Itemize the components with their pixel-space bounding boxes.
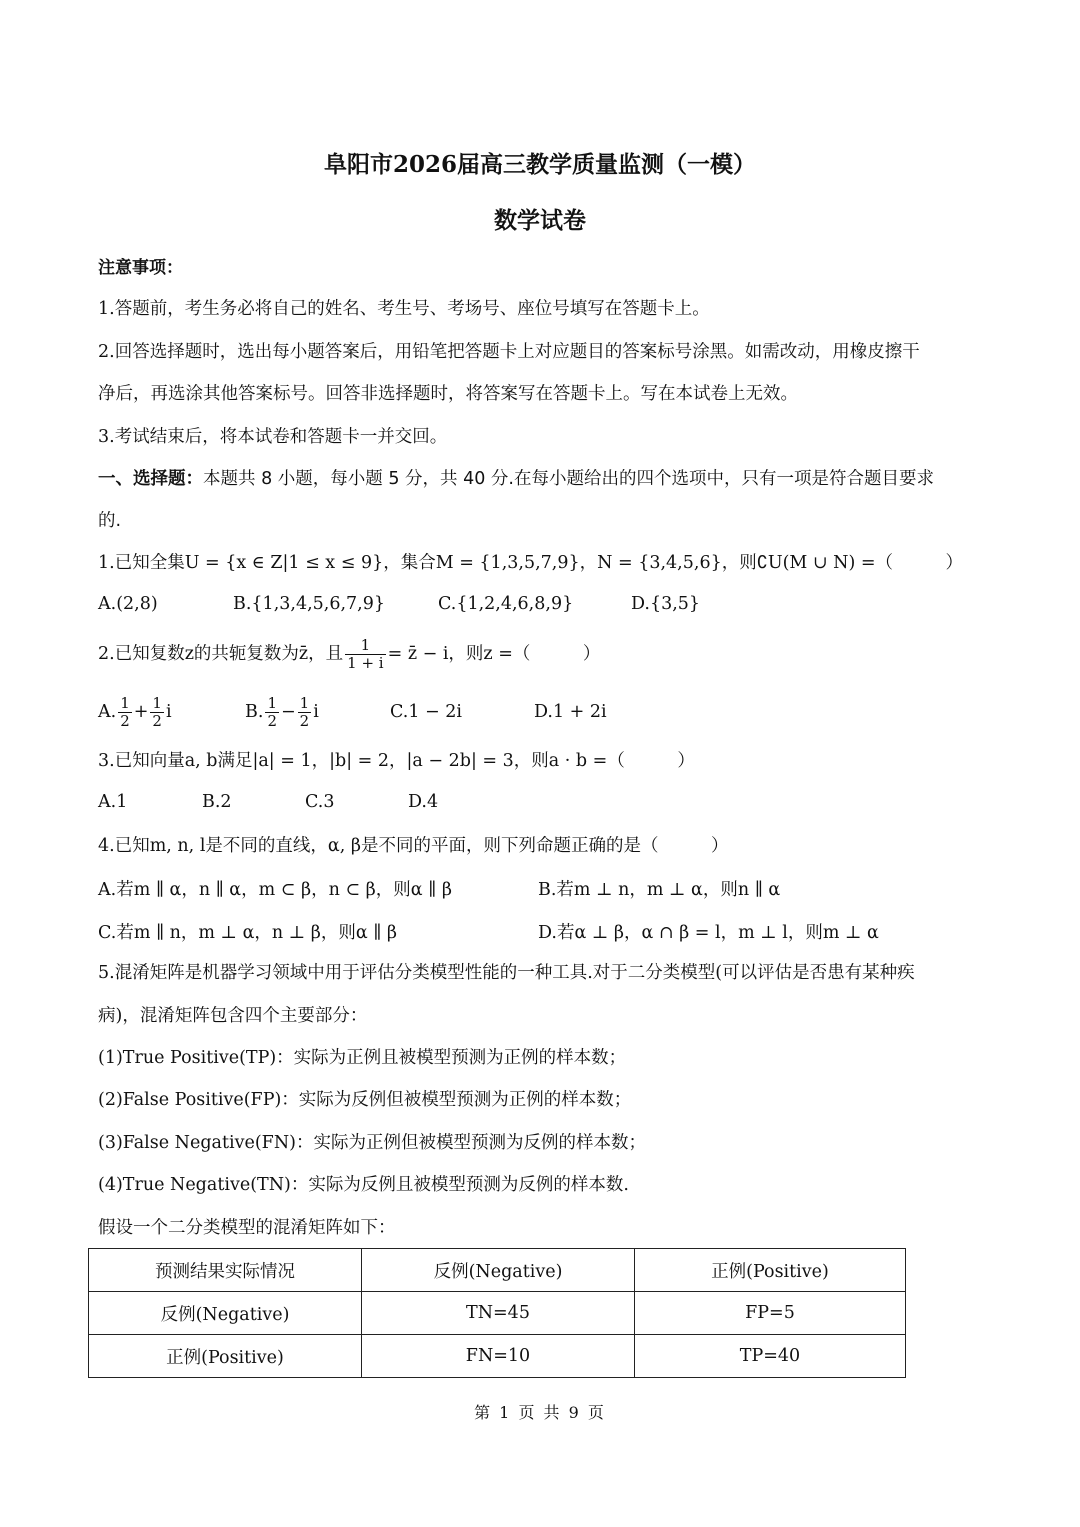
table-header-cell: 反例(Negative) (362, 1249, 635, 1292)
question-4-options-row1 (98, 876, 998, 906)
q3-option-c: C.3 (305, 792, 335, 812)
notice-item-2-cont: 净后，再选涂其他答案标号。回答非选择题时，将答案写在答题卡上。写在本试卷上无效。 (98, 384, 798, 404)
imag-unit: i (165, 702, 172, 722)
question-5-item-tn: (4)True Negative(TN)：实际为反例且被模型预测为反例的样本数. (98, 1175, 629, 1195)
question-3-stem: 3.已知向量a, b满足|a| = 1，|b| = 2，|a − 2b| = 3，则a · b =（ ） (98, 751, 695, 771)
page-number: 第 1 页 共 9 页 (474, 1403, 606, 1422)
table-cell: TP=40 (635, 1335, 906, 1378)
table-cell: FP=5 (635, 1292, 906, 1335)
imag-unit: i (313, 702, 319, 722)
notice-item-1: 1.答题前，考生务必将自己的姓名、考生号、考场号、座位号填写在答题卡上。 (98, 299, 710, 319)
question-1-stem: 1.已知全集U = {x ∈ Z|1 ≤ x ≤ 9}，集合M = {1,3,5,7,9}，N = {3,4,5,6}，则∁U(M ∪ N) =（ ） (98, 553, 963, 573)
table-cell: TN=45 (362, 1292, 635, 1335)
question-2-options (98, 690, 998, 734)
exam-subtitle: 数学试卷 (494, 207, 586, 234)
table-cell: FN=10 (362, 1335, 635, 1378)
table-header-cell: 预测结果实际情况 (89, 1249, 362, 1292)
confusion-matrix-table (88, 1248, 906, 1378)
section-1-text-cont: 的. (98, 511, 122, 531)
question-5-line-2: 病)，混淆矩阵包含四个主要部分： (98, 1006, 368, 1026)
question-5-item-fp: (2)False Positive(FP)：实际为反例但被模型预测为正例的样本数； (98, 1090, 632, 1110)
q2-stem-pre: 2.已知复数z的共轭复数为z̄，且 (98, 644, 344, 664)
frac-num: 1 (152, 694, 162, 712)
question-5-item-fn: (3)False Negative(FN)：实际为正例但被模型预测为反例的样本数； (98, 1133, 646, 1153)
q2-option-d: D.1 + 2i (534, 702, 607, 722)
q2-fraction (345, 637, 385, 672)
minus-sign: − (280, 702, 296, 722)
exam-title: 阜阳市2026届高三教学质量监测（一模） (323, 151, 756, 178)
q2-option-b (245, 690, 319, 734)
frac-den: 2 (120, 712, 130, 730)
q3-option-a: A.1 (98, 792, 128, 812)
question-1-options (98, 594, 998, 624)
q2-frac-den: 1 + i (347, 654, 384, 672)
question-5-line-1: 5.混淆矩阵是机器学习领域中用于评估分类模型性能的一种工具.对于二分类模型(可以评估是否患有某种疾 (98, 963, 915, 983)
question-4-options-row2 (98, 919, 998, 949)
q2-option-a-frac2 (150, 695, 164, 730)
notice-item-2: 2.回答选择题时，选出每小题答案后，用铅笔把答题卡上对应题目的答案标号涂黑。如需改动，用橡皮擦干 (98, 342, 920, 362)
plus-sign: + (133, 702, 149, 722)
frac-den: 2 (152, 712, 162, 730)
q2-frac-num: 1 (345, 637, 385, 655)
question-5-matrix-intro: 假设一个二分类模型的混淆矩阵如下： (98, 1218, 396, 1238)
notice-item-3: 3.考试结束后，将本试卷和答题卡一并交回。 (98, 427, 448, 447)
section-1-heading: 一、选择题： (98, 469, 203, 489)
q2-option-b-label: B. (245, 702, 264, 722)
frac-den: 2 (267, 712, 277, 730)
table-header-cell: 正例(Positive) (635, 1249, 906, 1292)
table-row (89, 1292, 906, 1335)
table-row (89, 1335, 906, 1378)
question-4-stem: 4.已知m, n, l是不同的直线，α, β是不同的平面，则下列命题正确的是（ ） (98, 836, 729, 856)
question-2-stem (98, 632, 600, 676)
q2-option-a-label: A. (98, 702, 117, 722)
q1-option-a: A.(2,8) (98, 594, 158, 614)
table-cell: 反例(Negative) (89, 1292, 362, 1335)
q1-option-c: C.{1,2,4,6,8,9} (438, 594, 574, 614)
q4-option-b: B.若m ⊥ n，m ⊥ α，则n ∥ α (538, 880, 781, 900)
notice-heading: 注意事项： (98, 258, 183, 278)
question-5-item-tp: (1)True Positive(TP)：实际为正例且被模型预测为正例的样本数； (98, 1048, 627, 1068)
q2-option-b-frac1 (265, 695, 279, 730)
q2-option-a (98, 690, 172, 734)
q1-option-d: D.{3,5} (631, 594, 701, 614)
q3-option-d: D.4 (408, 792, 439, 812)
section-1-line (98, 467, 934, 491)
q1-option-b: B.{1,3,4,5,6,7,9} (233, 594, 386, 614)
frac-num: 1 (267, 694, 277, 712)
q4-option-a: A.若m ∥ α，n ∥ α，m ⊂ β，n ⊂ β，则α ∥ β (98, 880, 452, 900)
question-3-options (98, 792, 998, 822)
frac-num: 1 (120, 694, 130, 712)
q4-option-c: C.若m ∥ n，m ⊥ α，n ⊥ β，则α ∥ β (98, 923, 398, 943)
q2-option-c: C.1 − 2i (390, 702, 462, 722)
frac-num: 1 (299, 694, 310, 712)
table-cell: 正例(Positive) (89, 1335, 362, 1378)
section-1-text: 本题共 8 小题，每小题 5 分，共 40 分.在每小题给出的四个选项中，只有一项是符合题目要求 (203, 469, 934, 489)
q2-option-b-frac2 (298, 695, 312, 730)
q3-option-b: B.2 (202, 792, 232, 812)
frac-den: 2 (299, 712, 310, 730)
q2-option-a-frac1 (118, 695, 132, 730)
q2-stem-post: = z̄ − i，则z =（ ） (387, 644, 601, 664)
q4-option-d: D.若α ⊥ β，α ∩ β = l，m ⊥ l，则m ⊥ α (538, 923, 879, 943)
table-header-row (89, 1249, 906, 1292)
